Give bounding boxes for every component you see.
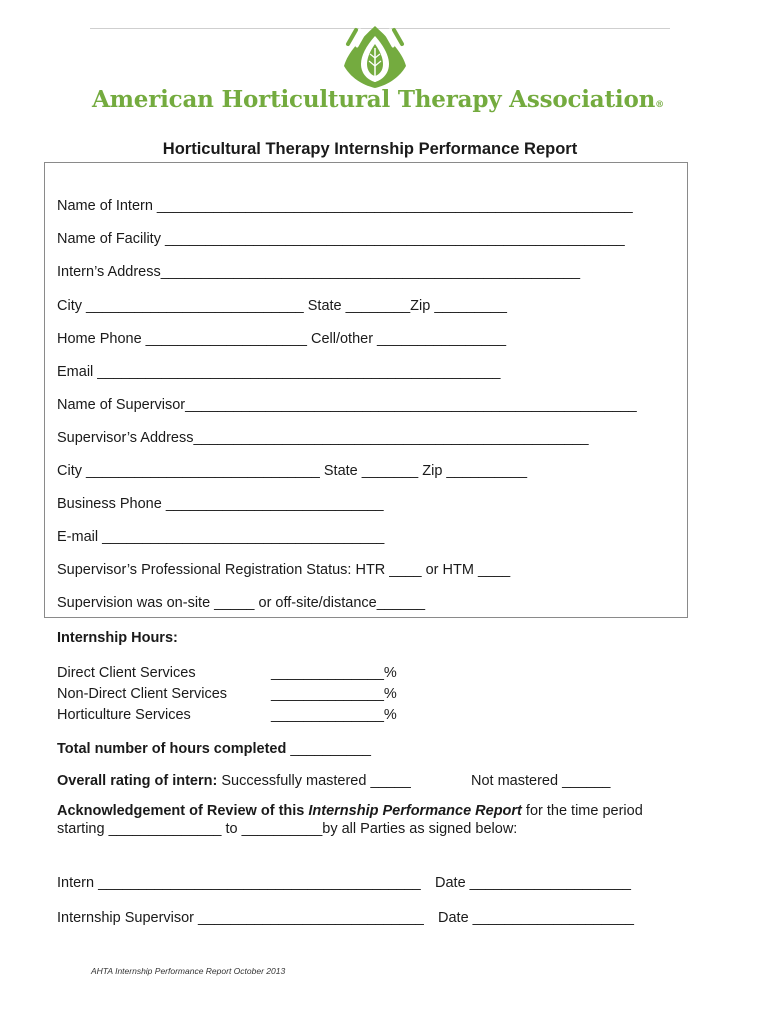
field-name-of-facility[interactable]: Name of Facility _________________________________________________________: [57, 231, 625, 247]
page-title: Horticultural Therapy Internship Performance Report: [162, 140, 578, 158]
supervisor-date-field[interactable]: Date ____________________: [438, 910, 634, 926]
total-hours-blank[interactable]: __________: [286, 741, 371, 757]
hours-label-direct: Direct Client Services: [57, 665, 196, 681]
field-supervisor-address[interactable]: Supervisor’s Address_________________________________________________: [57, 430, 589, 446]
field-business-phone[interactable]: Business Phone ___________________________: [57, 496, 384, 512]
overall-rating-field: [57, 773, 411, 789]
organization-name: [92, 86, 664, 113]
footer-note: AHTA Internship Performance Report October 2013: [91, 966, 286, 976]
internship-hours-heading: Internship Hours:: [57, 630, 178, 646]
field-home-phone[interactable]: Home Phone ____________________ Cell/other ________________: [57, 331, 507, 347]
field-email[interactable]: Email __________________________________________________: [57, 364, 501, 380]
leaf-hands-icon: [330, 22, 420, 90]
acknowledgement-line-1: [57, 803, 643, 819]
rating-option-mastered[interactable]: Successfully mastered _____: [217, 773, 411, 789]
field-supervision-type[interactable]: Supervision was on-site _____ or off-site/distance______: [57, 595, 426, 611]
total-hours-field[interactable]: [57, 741, 371, 757]
hours-label-non-direct: Non-Direct Client Services: [57, 686, 228, 702]
field-supervisor-email[interactable]: E-mail ___________________________________: [57, 529, 385, 545]
field-intern-address[interactable]: Intern’s Address____________________________________________________: [57, 264, 581, 280]
supervisor-signature-field[interactable]: Internship Supervisor ____________________________: [57, 910, 424, 926]
field-supervisor-city-state-zip[interactable]: City _____________________________ State _______ Zip __________: [57, 463, 528, 479]
ack-suffix: for the time period: [521, 803, 643, 819]
registered-mark: ®: [655, 100, 664, 110]
field-name-of-intern[interactable]: Name of Intern ___________________________________________________________: [57, 198, 633, 214]
organization-label: American Horticultural Therapy Association: [92, 86, 656, 113]
intern-signature-field[interactable]: Intern ________________________________________: [57, 875, 421, 891]
hours-input-horticulture[interactable]: ______________%: [271, 707, 397, 723]
ack-prefix: Acknowledgement of Review of this: [57, 803, 309, 819]
hours-label-horticulture: Horticulture Services: [57, 707, 191, 723]
rating-option-not-mastered[interactable]: Not mastered ______: [471, 773, 611, 789]
field-intern-city-state-zip[interactable]: City ___________________________ State ________Zip _________: [57, 298, 507, 314]
hours-input-direct[interactable]: ______________%: [271, 665, 397, 681]
intern-date-field[interactable]: Date ____________________: [435, 875, 631, 891]
acknowledgement-line-2[interactable]: starting ______________ to __________by all Parties as signed below:: [57, 821, 518, 837]
overall-rating-label: Overall rating of intern:: [57, 773, 218, 789]
field-registration-status[interactable]: Supervisor’s Professional Registration Status: HTR ____ or HTM ____: [57, 562, 511, 578]
ack-report-title: Internship Performance Report: [308, 803, 522, 819]
field-name-of-supervisor[interactable]: Name of Supervisor________________________________________________________: [57, 397, 637, 413]
hours-input-non-direct[interactable]: ______________%: [271, 686, 397, 702]
total-hours-label: Total number of hours completed: [57, 741, 287, 757]
